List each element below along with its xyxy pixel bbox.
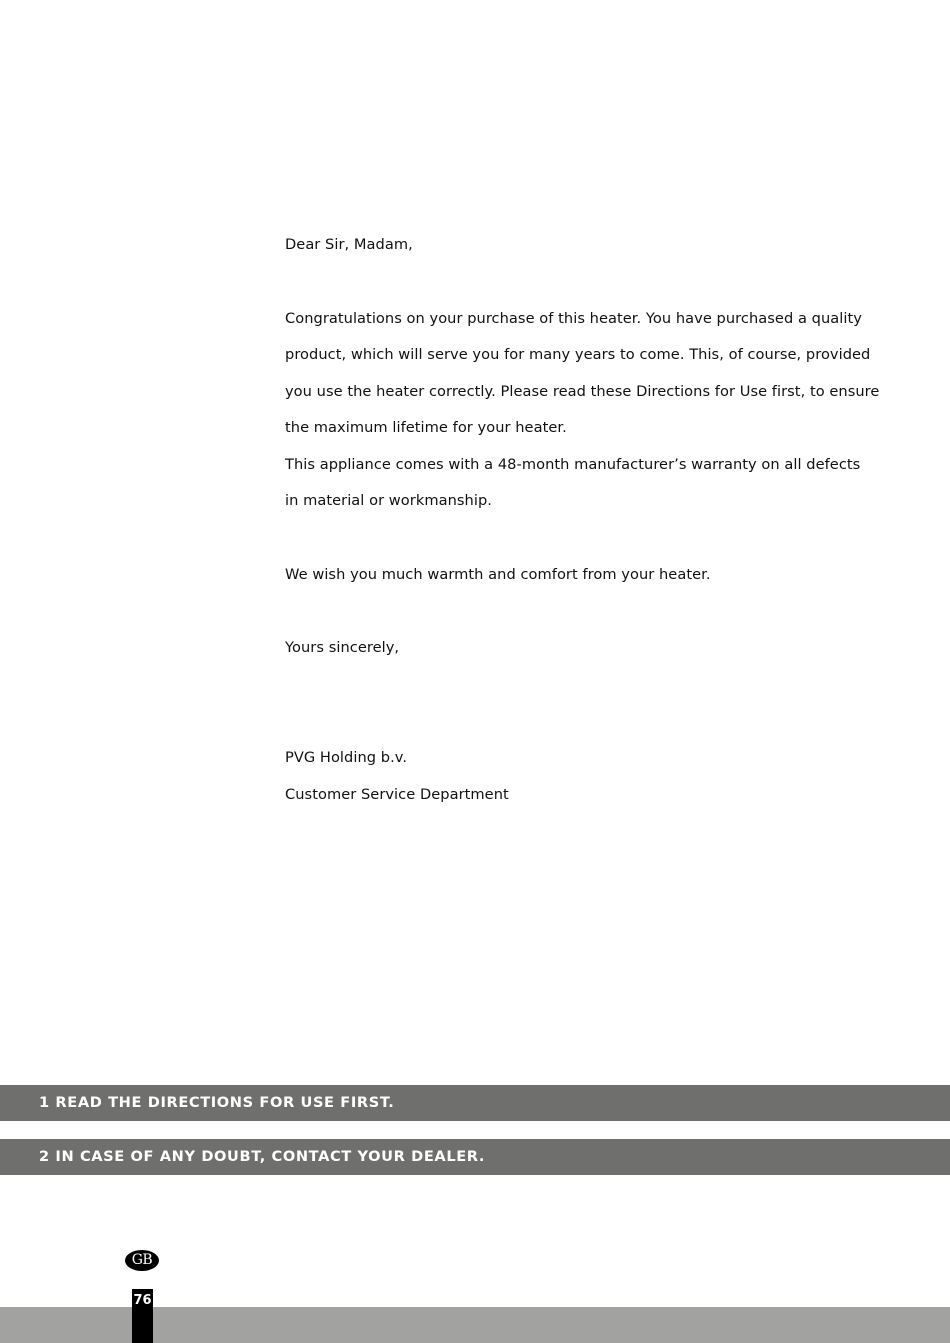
signature-company: PVG Holding b.v. bbox=[285, 749, 408, 766]
closing: Yours sincerely, bbox=[285, 639, 400, 656]
instruction-banner: 2 IN CASE OF ANY DOUBT, CONTACT YOUR DEALER. bbox=[0, 1139, 950, 1175]
body-line: the maximum lifetime for your heater. bbox=[285, 419, 567, 436]
body-line: Congratulations on your purchase of this heater. You have purchased a quality bbox=[285, 310, 862, 327]
body-line: This appliance comes with a 48-month manufacturer’s warranty on all defects bbox=[285, 456, 861, 473]
body-line: in material or workmanship. bbox=[285, 492, 492, 509]
language-badge: GB bbox=[125, 1250, 159, 1271]
wish-line: We wish you much warmth and comfort from your heater. bbox=[285, 566, 711, 583]
instruction-banner: 1 READ THE DIRECTIONS FOR USE FIRST. bbox=[0, 1085, 950, 1121]
signature-department: Customer Service Department bbox=[285, 786, 509, 803]
salutation: Dear Sir, Madam, bbox=[285, 236, 413, 253]
page-number: 76 bbox=[133, 1293, 152, 1308]
body-line: you use the heater correctly. Please read these Directions for Use first, to ensure bbox=[285, 383, 880, 400]
page-tab bbox=[132, 1289, 153, 1343]
body-line: product, which will serve you for many years to come. This, of course, provided bbox=[285, 346, 871, 363]
